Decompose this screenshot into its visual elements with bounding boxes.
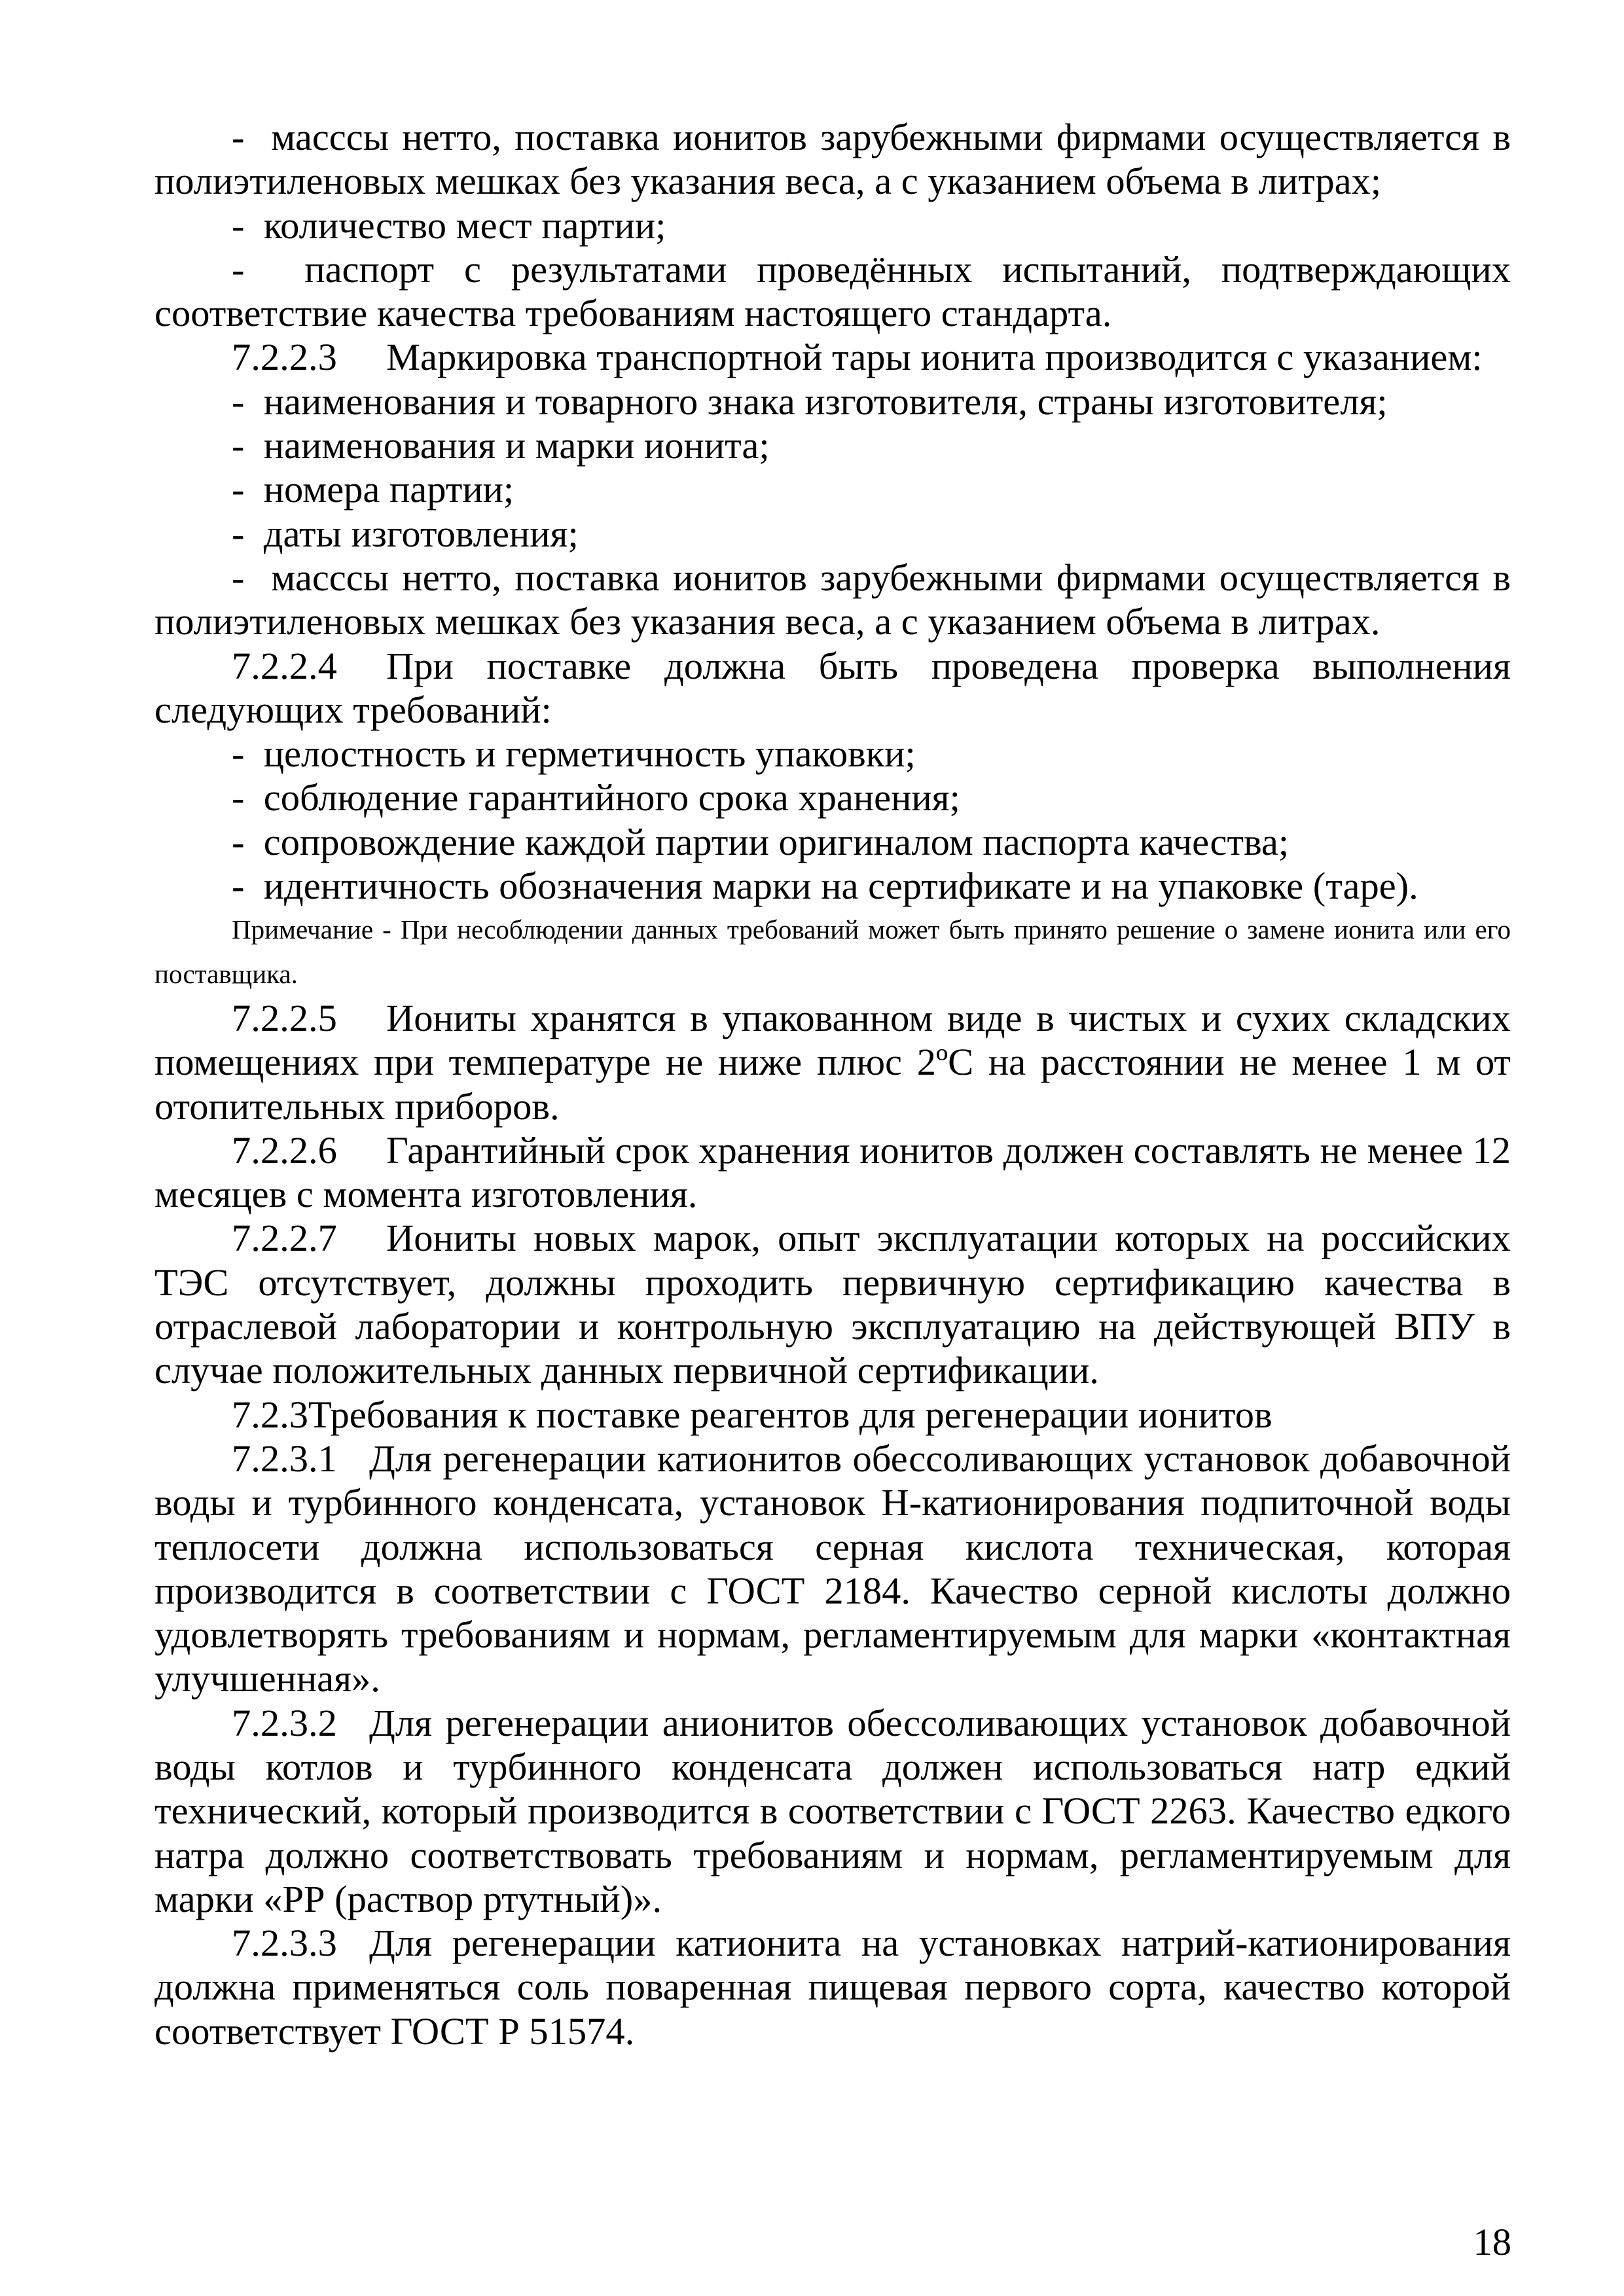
clause-text: Гарантийный срок хранения ионитов должен составлять не менее 12 месяцев с момента изготовления. <box>154 1128 1511 1216</box>
document-page <box>154 115 1511 2053</box>
clause-7-2-2-3 <box>154 335 1511 379</box>
list-item: - наименования и товарного знака изготовителя, страны изготовителя; <box>232 380 1388 423</box>
clause-number: 7.2.3.3 <box>232 1922 337 1965</box>
clause-number: 7.2.2.4 <box>232 644 337 687</box>
list-item: - идентичность обозначения марки на сертификате и на упаковке (таре). <box>232 865 1418 908</box>
list-item-text: идентичность обозначения марки на сертификате и на упаковке (таре). <box>263 865 1418 908</box>
list-item-text: количество мест партии; <box>263 204 666 247</box>
clause-text: Для регенерации катионита на установках натрий-катионирования должна применяться соль поваренная пищевая первого сорта, качество которой соответствует ГОСТ Р 51574. <box>154 1922 1511 2053</box>
list-item: - номера партии; <box>232 468 514 511</box>
clause-7-2-3-3 <box>154 1921 1511 2053</box>
list-item: - паспорт с результатами проведённых испытаний, подтверждающих соответствие качества требованиям настоящего стандарта. <box>154 247 1511 335</box>
clause-text: Иониты хранятся в упакованном виде в чистых и сухих складских помещениях при температуре не ниже плюс 2ºС на расстоянии не менее 1 м от отопительных приборов. <box>154 996 1511 1128</box>
clause-number: 7.2.2.3 <box>232 336 337 379</box>
clause-7-2-2-6 <box>154 1128 1511 1217</box>
clause-number: 7.2.3.2 <box>232 1701 337 1744</box>
list-item-text: масссы нетто, поставка ионитов зарубежными фирмами осуществляется в полиэтиленовых мешках без указания веса, а с указанием объема в литрах. <box>154 556 1511 643</box>
list-item-text: паспорт с результатами проведённых испытаний, подтверждающих соответствие качества требованиям настоящего стандарта. <box>154 247 1511 335</box>
list-item: - даты изготовления; <box>232 512 579 555</box>
list-item: - наименования и марки ионита; <box>232 424 770 467</box>
section-7-2-3-heading <box>154 1393 1511 1437</box>
list-item-text: наименования и товарного знака изготовителя, страны изготовителя; <box>263 380 1388 423</box>
list-item: - масссы нетто, поставка ионитов зарубежными фирмами осуществляется в полиэтиленовых мешках без указания веса, а с указанием объема в литрах; <box>154 116 1511 203</box>
clause-text: Иониты новых марок, опыт эксплуатации которых на российских ТЭС отсутствует, должны проходить первичную сертификацию качества в отраслевой лаборатории и контрольную эксплуатацию на действующей ВПУ в случае положительных данных первичной сертификации. <box>154 1217 1511 1392</box>
list-item-text: даты изготовления; <box>263 512 579 555</box>
clause-7-2-2-7 <box>154 1216 1511 1392</box>
list-item: - соблюдение гарантийного срока хранения; <box>232 776 960 819</box>
clause-number: 7.2.3.1 <box>232 1437 337 1480</box>
clause-number: 7.2.2.5 <box>232 996 337 1039</box>
list-item-text: соблюдение гарантийного срока хранения; <box>263 776 960 819</box>
clause-7-2-2-5 <box>154 996 1511 1128</box>
clause-7-2-3-1 <box>154 1437 1511 1701</box>
note-paragraph: Примечание - При несоблюдении данных требований может быть принято решение о замене ионита или его поставщика. <box>154 914 1511 989</box>
list-item-text: целостность и герметичность упаковки; <box>263 732 916 776</box>
clause-7-2-2-4 <box>154 644 1511 732</box>
clause-number: 7.2.2.7 <box>232 1217 337 1260</box>
list-item: - количество мест партии; <box>232 204 666 247</box>
clause-text: При поставке должна быть проведена проверка выполнения следующих требований: <box>154 644 1511 731</box>
list-item-text: номера партии; <box>263 468 514 511</box>
clause-text: Для регенерации анионитов обессоливающих установок добавочной воды котлов и турбинного конденсата должен использоваться натр едкий технический, который производится в соответствии с ГОСТ 2263. Качество едкого натра должно соответствовать требованиям и нормам, регламентируемым для марки «РР (раствор ртутный)». <box>154 1701 1511 1920</box>
clause-7-2-3-2 <box>154 1701 1511 1921</box>
clause-text: Для регенерации катионитов обессоливающих установок добавочной воды и турбинного конденсата, установок Н-катионирования подпиточной воды теплосети должна использоваться серная кислота техническая, которая производится в соответствии с ГОСТ 2184. Качество серной кислоты должно удовлетворять требованиям и нормам, регламентируемым для марки «контактная улучшенная». <box>154 1437 1511 1700</box>
list-item-text: масссы нетто, поставка ионитов зарубежными фирмами осуществляется в полиэтиленовых мешках без указания веса, а с указанием объема в литрах; <box>154 116 1511 203</box>
section-number: 7.2.3 <box>232 1393 308 1436</box>
section-title: Требования к поставке реагентов для регенерации ионитов <box>308 1393 1272 1436</box>
page-number: 18 <box>1473 2221 1511 2263</box>
clause-text: Маркировка транспортной тары ионита производится с указанием: <box>386 336 1483 379</box>
clause-number: 7.2.2.6 <box>232 1128 337 1172</box>
list-item-text: сопровождение каждой партии оригиналом паспорта качества; <box>263 820 1290 863</box>
list-item-text: наименования и марки ионита; <box>263 424 770 467</box>
list-item: - целостность и герметичность упаковки; <box>232 732 916 776</box>
list-item: - масссы нетто, поставка ионитов зарубежными фирмами осуществляется в полиэтиленовых мешках без указания веса, а с указанием объема в литрах. <box>154 556 1511 643</box>
list-item: - сопровождение каждой партии оригиналом паспорта качества; <box>232 820 1290 863</box>
